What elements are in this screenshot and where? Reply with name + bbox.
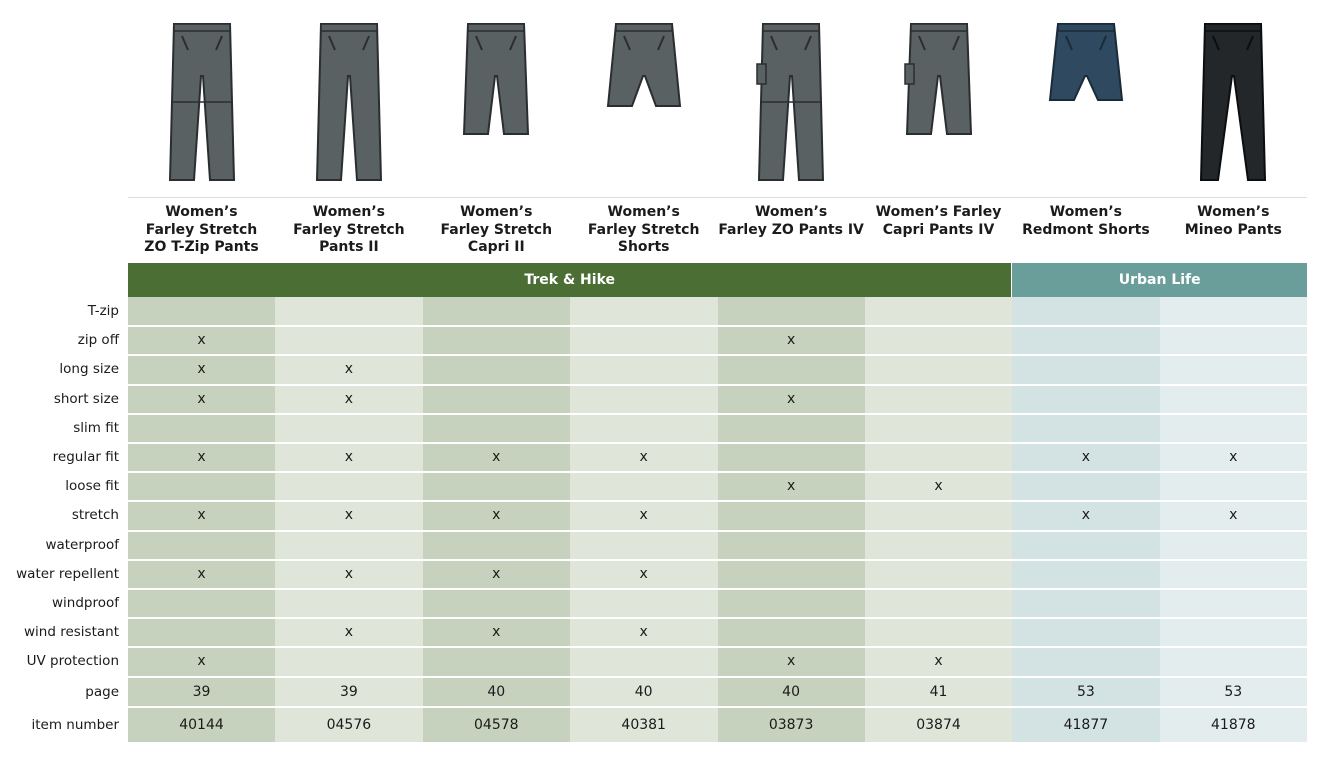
product-name-line: Women’s	[607, 204, 680, 220]
page-number: 40	[487, 683, 506, 700]
row-divider	[128, 500, 1307, 502]
product-image	[275, 8, 422, 194]
feature-check-mark: x	[197, 361, 206, 378]
product-name-line: Women’s	[1049, 204, 1123, 220]
product-name-line: Farley Stretch	[145, 221, 258, 238]
feature-label: windproof	[51, 595, 119, 611]
feature-check-mark: x	[197, 565, 206, 582]
feature-label: stretch	[71, 507, 119, 524]
item-number: 04576	[326, 716, 372, 733]
feature-label: short size	[53, 390, 119, 407]
product-name-line: Women’s	[754, 204, 828, 220]
feature-check-mark: x	[639, 565, 648, 582]
product-name-line: ZO T-Zip Pants	[144, 239, 259, 255]
row-divider	[128, 706, 1307, 708]
row-divider	[128, 646, 1307, 648]
product-name-line: Women’s	[1197, 204, 1270, 220]
item-number: 03873	[768, 716, 814, 733]
feature-check-mark: x	[1229, 507, 1238, 524]
feature-label: wind resistant	[23, 624, 119, 641]
row-divider	[128, 354, 1307, 356]
item-number-label: item number	[31, 716, 119, 733]
product-name	[1012, 204, 1159, 260]
row-divider	[128, 384, 1307, 386]
capri-pants-icon	[446, 16, 546, 186]
feature-label: UV protection	[26, 653, 119, 670]
category-header-urban-life: Urban Life	[1012, 263, 1307, 297]
category-header-trek-hike: Trek & Hike	[128, 263, 1011, 297]
feature-label: water repellent	[16, 565, 119, 582]
item-number: 40381	[621, 716, 666, 733]
feature-check-mark: x	[344, 565, 354, 582]
feature-check-mark: x	[197, 390, 206, 407]
product-image	[1160, 8, 1307, 194]
product-image	[865, 8, 1012, 194]
feature-check-mark: x	[1081, 449, 1091, 465]
product-name-line: Farley ZO Pants IV	[718, 221, 864, 238]
row-divider	[128, 442, 1307, 444]
feature-check-mark: x	[1229, 449, 1238, 465]
row-divider	[128, 530, 1307, 532]
row-divider	[128, 617, 1307, 619]
feature-check-mark: x	[786, 478, 796, 495]
feature-check-mark: x	[786, 653, 796, 670]
black-pants-icon	[1183, 16, 1283, 186]
header-divider	[128, 197, 1307, 198]
feature-check-mark: x	[197, 332, 206, 349]
feature-check-mark: x	[197, 449, 206, 465]
product-image	[718, 8, 865, 194]
product-name	[1160, 204, 1307, 260]
feature-check-mark: x	[344, 361, 354, 378]
long-zip-off-pants-icon	[152, 16, 252, 186]
feature-check-mark: x	[492, 507, 501, 524]
product-name	[570, 204, 717, 260]
shorts-icon	[594, 16, 694, 186]
product-name-line: Pants II	[319, 239, 379, 255]
item-number: 04578	[474, 716, 519, 733]
item-number: 03874	[916, 716, 961, 733]
product-name	[275, 204, 422, 260]
product-image	[423, 8, 570, 194]
product-name	[718, 204, 865, 260]
feature-check-mark: x	[492, 449, 501, 465]
feature-label: T-zip	[87, 303, 119, 319]
feature-check-mark: x	[344, 507, 354, 524]
product-name-line: Redmont Shorts	[1022, 221, 1150, 238]
row-divider	[128, 676, 1307, 678]
row-divider	[128, 559, 1307, 561]
page-number: 41	[929, 683, 948, 700]
item-number: 40144	[179, 716, 224, 733]
feature-check-mark: x	[344, 624, 354, 641]
feature-check-mark: x	[344, 449, 354, 465]
product-name	[128, 204, 275, 260]
row-divider	[128, 588, 1307, 590]
item-number: 41877	[1063, 716, 1109, 733]
product-name-line: Shorts	[617, 239, 670, 255]
product-image	[128, 8, 275, 194]
zip-off-cargo-pants-icon	[741, 16, 841, 186]
feature-check-mark: x	[344, 390, 354, 407]
product-name-line: Women’s	[165, 204, 238, 220]
product-name-line: Capri Pants IV	[882, 221, 995, 238]
product-name-line: Women’s Farley	[875, 204, 1002, 220]
product-name	[423, 204, 570, 260]
page-number: 40	[634, 683, 653, 700]
product-name-line: Women’s	[460, 204, 533, 220]
feature-check-mark: x	[639, 449, 648, 465]
page-number: 53	[1224, 683, 1243, 700]
product-image	[1012, 8, 1159, 194]
product-name-line: Farley Stretch	[293, 221, 405, 238]
page-number: 40	[782, 683, 800, 700]
capri-cargo-pants-icon	[889, 16, 989, 186]
item-number: 41878	[1211, 716, 1256, 733]
feature-check-mark: x	[1081, 507, 1091, 524]
feature-label: slim fit	[73, 419, 119, 436]
row-divider	[128, 413, 1307, 415]
blue-shorts-icon	[1036, 16, 1136, 186]
row-divider	[128, 325, 1307, 327]
product-name-line: Mineo Pants	[1184, 221, 1282, 238]
product-image	[570, 8, 717, 194]
long-pants-icon	[299, 16, 399, 186]
feature-check-mark: x	[934, 478, 943, 495]
row-divider	[128, 471, 1307, 473]
feature-label: zip off	[77, 332, 119, 349]
feature-label: long size	[59, 361, 119, 378]
feature-check-mark: x	[786, 390, 796, 407]
feature-check-mark: x	[492, 565, 501, 582]
feature-label: regular fit	[52, 449, 119, 465]
feature-label: waterproof	[45, 536, 119, 553]
product-name-line: Women’s	[312, 204, 386, 220]
page-number: 39	[192, 683, 211, 700]
product-name-line: Capri II	[467, 239, 525, 255]
feature-check-mark: x	[197, 653, 206, 670]
page-label: page	[85, 683, 119, 700]
feature-label: loose fit	[65, 478, 119, 495]
feature-check-mark: x	[934, 653, 943, 670]
product-name	[865, 204, 1012, 260]
feature-check-mark: x	[197, 507, 206, 524]
feature-check-mark: x	[639, 624, 648, 641]
feature-check-mark: x	[786, 332, 796, 349]
product-name-line: Farley Stretch	[587, 221, 700, 238]
page-number: 53	[1076, 683, 1095, 700]
feature-check-mark: x	[639, 507, 648, 524]
product-name-line: Farley Stretch	[440, 221, 553, 238]
feature-check-mark: x	[492, 624, 501, 641]
page-number: 39	[339, 683, 358, 700]
